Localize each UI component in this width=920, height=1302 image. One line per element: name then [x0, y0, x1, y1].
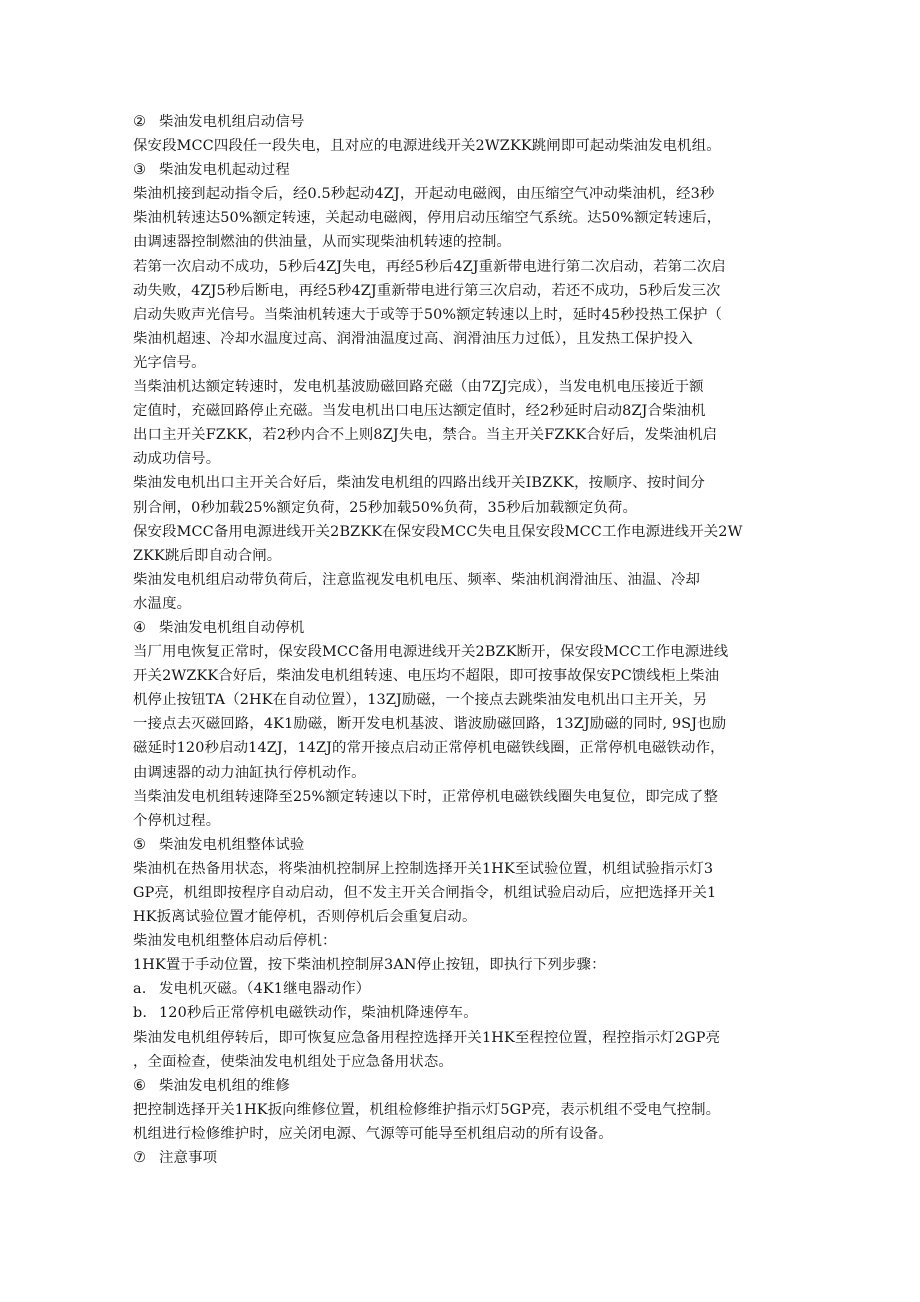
- heading-text: 柴油发电机起动过程: [159, 162, 290, 179]
- section-heading: [133, 158, 793, 182]
- document-body: [133, 110, 793, 1170]
- section-heading: [133, 833, 793, 857]
- paragraph-line: GP亮，机组即按程序自动启动，但不发主开关合闸指令，机组试验启动后，应把选择开关1: [133, 885, 717, 901]
- paragraph-line: 出口主开关FZKK，若2秒内合不上则8ZJ失电，禁合。当主开关FZKK合好后，发柴油机启: [133, 427, 718, 444]
- heading-number: ③: [133, 162, 147, 179]
- section-heading: [133, 110, 793, 134]
- paragraph-line: 一接点去灭磁回路，4K1励磁，断开发电机基波、谐波励磁回路，13ZJ励磁的同时, 9SJ也励: [133, 716, 727, 733]
- paragraph-line: 别合闸，0秒加载25%额定负荷，25秒加载50%负荷，35秒后加载额定负荷。: [133, 499, 637, 516]
- paragraph-line: 个停机过程。: [133, 812, 221, 829]
- section-heading: [133, 616, 793, 640]
- paragraph-line: 柴油机转速达50%额定转速，关起动电磁阀，停用启动压缩空气系统。达50%额定转速后，: [133, 210, 722, 227]
- paragraph-line: 1HK置于手动位置，按下柴油机控制屏3AN停止按钮，即执行下列步骤：: [133, 957, 606, 974]
- heading-number: b.: [133, 1005, 148, 1022]
- heading-text: 柴油发电机组整体试验: [159, 836, 305, 853]
- paragraph-line: 柴油发电机组启动带负荷后，注意监视发电机电压、频率、柴油机润滑油压、油温、冷却: [133, 571, 701, 588]
- heading-number: a.: [133, 981, 147, 998]
- paragraph-line: ，全面检查，使柴油发电机组处于应急备用状态。: [133, 1053, 453, 1070]
- heading-number: ②: [133, 114, 147, 130]
- heading-number: ⑥: [133, 1077, 147, 1094]
- paragraph-line: 把控制选择开关1HK扳向维修位置，机组检修维护指示灯5GP亮，表示机组不受电气控制。: [133, 1101, 721, 1118]
- paragraph-line: 定值时，充磁回路停止充磁。当发电机出口电压达额定值时，经2秒延时启动8ZJ合柴油机: [133, 403, 706, 420]
- paragraph-line: 开关2WZKK合好后，柴油发电机组转速、电压均不超限，即可按事故保安PC馈线柜上柴油: [133, 668, 720, 685]
- paragraph-line: 当厂用电恢复正常时，保安段MCC备用电源进线开关2BZK断开，保安段MCC工作电源进线: [133, 644, 729, 661]
- paragraph-line: 保安段MCC四段任一段失电，且对应的电源进线开关2WZKK跳闸即可起动柴油发电机组。: [133, 138, 721, 155]
- paragraph-line: 当柴油发电机组转速降至25%额定转速以下时，正常停机电磁铁线圈失电复位，即完成了整: [133, 788, 718, 805]
- paragraph-line: 磁延时120秒启动14ZJ，14ZJ的常开接点启动正常停机电磁铁线圈，正常停机电磁铁动作，: [133, 740, 725, 757]
- paragraph-line: 柴油发电机出口主开关合好后，柴油发电机组的四路出线开关IBZKK，按顺序、按时间分: [133, 475, 705, 492]
- heading-text: 120秒后正常停机电磁铁动作，柴油机降速停车。: [159, 1005, 478, 1022]
- paragraph-line: HK扳离试验位置才能停机，否则停机后会重复启动。: [133, 909, 477, 926]
- paragraph-line: 动失败，4ZJ5秒后断电，再经5秒4ZJ重新带电进行第三次启动，若还不成功，5秒后发三次: [133, 282, 721, 299]
- paragraph-line: 当柴油机达额定转速时，发电机基波励磁回路充磁（由7ZJ完成），当发电机电压接近于额: [133, 379, 704, 396]
- paragraph-line: 柴油机接到起动指令后，经0.5秒起动4ZJ，开起动电磁阀，由压缩空气冲动柴油机，经3秒: [133, 186, 715, 203]
- paragraph-line: 保安段MCC备用电源进线开关2BZKK在保安段MCC失电且保安段MCC工作电源进线开关2W: [133, 523, 743, 540]
- paragraph-line: 动成功信号。: [133, 451, 221, 468]
- section-heading: [133, 977, 793, 1001]
- heading-text: 柴油发电机组自动停机: [159, 619, 305, 636]
- heading-number: ④: [133, 619, 147, 636]
- heading-text: 柴油发电机组启动信号: [159, 114, 305, 130]
- paragraph-line: ZKK跳后即自动合闸。: [133, 547, 282, 564]
- heading-text: 柴油发电机组的维修: [159, 1077, 290, 1094]
- section-heading: [133, 1146, 793, 1170]
- paragraph-line: 柴油发电机组整体启动后停机：: [133, 933, 337, 950]
- paragraph-line: 机停止按钮TA（2HK在自动位置），13ZJ励磁，一个接点去跳柴油发电机出口主开关，另: [133, 692, 708, 709]
- paragraph-line: 若第一次启动不成功，5秒后4ZJ失电，再经5秒后4ZJ重新带电进行第二次启动，若第二次启: [133, 258, 726, 275]
- paragraph-line: 启动失败声光信号。当柴油机转速大于或等于50%额定转速以上时，延时45秒投热工保护（: [133, 306, 723, 323]
- heading-number: ⑤: [133, 836, 147, 853]
- paragraph-line: 柴油机超速、冷却水温度过高、润滑油温度过高、润滑油压力过低），且发热工保护投入: [133, 330, 693, 347]
- section-heading: [133, 1074, 793, 1098]
- paragraph-line: 由调速器控制燃油的供油量，从而实现柴油机转速的控制。: [133, 234, 512, 251]
- paragraph-line: 水温度。: [133, 595, 192, 612]
- heading-number: ⑦: [133, 1150, 147, 1167]
- heading-text: 发电机灭磁。（4K1继电器动作）: [159, 981, 371, 998]
- paragraph-line: 机组进行检修维护时，应关闭电源、气源等可能导至机组启动的所有设备。: [133, 1125, 613, 1142]
- section-heading: [133, 1001, 793, 1025]
- paragraph-line: 柴油发电机组停转后，即可恢复应急备用程控选择开关1HK至程控位置，程控指示灯2GP亮: [133, 1029, 721, 1046]
- paragraph-line: 光字信号。: [133, 354, 206, 371]
- heading-text: 注意事项: [159, 1150, 218, 1167]
- paragraph-line: 柴油机在热备用状态，将柴油机控制屏上控制选择开关1HK至试验位置，机组试验指示灯3: [133, 860, 714, 877]
- paragraph-line: 由调速器的动力油缸执行停机动作。: [133, 764, 366, 781]
